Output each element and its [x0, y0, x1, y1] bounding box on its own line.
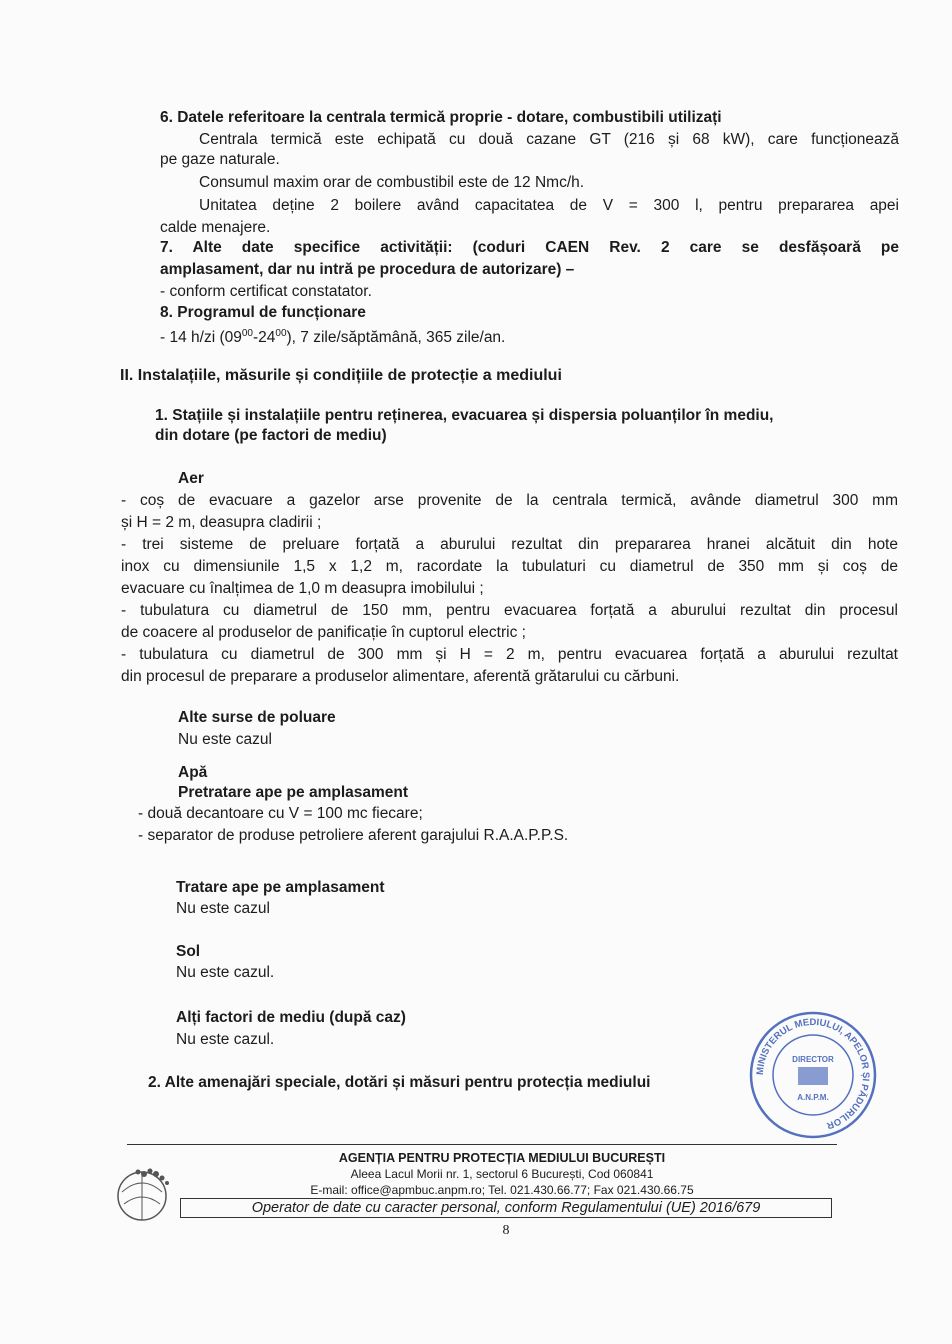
- section-8-heading: 8. Programul de funcționare: [160, 304, 366, 321]
- page-number: 8: [502, 1223, 510, 1238]
- s6-line-3a: Unitatea deține 2 boilere având capacitatea de V = 300 l, pentru prepararea apei: [199, 197, 899, 214]
- sol-heading: Sol: [176, 943, 201, 960]
- alte-surse-text: Nu este cazul: [178, 731, 272, 748]
- stamp-ring-text: MINISTERUL MEDIULUI, APELOR ȘI PĂDURILOR: [754, 1016, 872, 1131]
- tratare-text: Nu este cazul: [176, 900, 270, 917]
- sol-text: Nu este cazul.: [176, 964, 275, 981]
- s8-post: ), 7 zile/săptămână, 365 zile/an.: [286, 329, 506, 347]
- section-II-heading: II. Instalațiile, măsurile și condițiile de protecție a mediului: [120, 367, 562, 384]
- s8-schedule-line: [160, 324, 505, 347]
- apa-heading: Apă: [178, 764, 208, 781]
- s6-line-2: Consumul maxim orar de combustibil este de 12 Nmc/h.: [199, 174, 585, 191]
- s8-sup1: 00: [241, 328, 253, 339]
- aer-line-4: inox cu dimensiunile 1,5 x 1,2 m, racordate la tubulaturi cu diametrul de 350 mm și coș de: [121, 558, 898, 575]
- apa-item-1: - două decantoare cu V = 100 mc fiecare;: [138, 805, 423, 822]
- aer-line-1: - coș de evacuare a gazelor arse provenite de la centrala termică, avânde diametrul 300 mm: [121, 492, 898, 509]
- aer-line-3: - trei sisteme de preluare forțată a aburului rezultat din prepararea hranei alcătuit din hote: [121, 536, 898, 553]
- agency-logo-graphic: [112, 1162, 176, 1224]
- apa-item-2: - separator de produse petroliere aferent garajului R.A.A.P.P.S.: [138, 827, 569, 844]
- section-6-heading: 6. Datele referitoare la centrala termică proprie - dotare, combustibili utilizați: [160, 109, 722, 126]
- stamp-inner-right: A.N.P.M.: [797, 1093, 829, 1102]
- s8-pre: - 14 h/zi (09: [160, 329, 242, 347]
- stamp-emblem: [798, 1067, 828, 1085]
- footer-contact: E-mail: office@apmbuc.anpm.ro; Tel. 021.430.66.77; Fax 021.430.66.75: [310, 1183, 694, 1197]
- aer-line-8: - tubulatura cu diametrul de 300 mm și H = 2 m, pentru evacuarea forțată a aburului rezultat: [121, 646, 898, 663]
- s8-mid: -24: [252, 329, 276, 347]
- section-7-heading-b: amplasament, dar nu intră pe procedura de autorizare) –: [160, 261, 575, 278]
- s7-line: - conform certificat constatator.: [160, 283, 372, 300]
- s6-line-3b: calde menajere.: [160, 219, 271, 236]
- aer-line-2: și H = 2 m, deasupra cladirii ;: [121, 514, 322, 531]
- alte-surse-heading: Alte surse de poluare: [178, 709, 336, 726]
- footer-address: Aleea Lacul Morii nr. 1, sectorul 6 București, Cod 060841: [350, 1167, 654, 1181]
- section-II-sub1-a: 1. Stațiile și instalațiile pentru reținerea, evacuarea și dispersia poluanților în mediu,: [155, 407, 774, 424]
- footer-agency: AGENȚIA PENTRU PROTECȚIA MEDIULUI BUCUREȘTI: [338, 1151, 666, 1165]
- aer-heading: Aer: [178, 470, 204, 487]
- s8-sup2: 00: [275, 328, 287, 339]
- section-7-heading-a: 7. Alte date specifice activității: (coduri CAEN Rev. 2 care se desfășoară pe: [160, 239, 899, 256]
- aer-line-6: - tubulatura cu diametrul de 150 mm, pentru evacuarea forțată a aburului rezultat din procesul: [121, 602, 898, 619]
- aer-line-9: din procesul de preparare a produselor alimentare, aferentă grătarului cu cărbuni.: [121, 668, 680, 685]
- s6-line-1b: pe gaze naturale.: [160, 151, 280, 168]
- footer-rule: [127, 1144, 837, 1145]
- official-stamp: [748, 1010, 878, 1140]
- section-II-sub1-b: din dotare (pe factori de mediu): [155, 427, 387, 444]
- stamp-inner-left: DIRECTOR: [792, 1055, 834, 1064]
- agency-logo: [112, 1162, 176, 1224]
- apa-sub: Pretratare ape pe amplasament: [178, 784, 409, 801]
- alti-factori-text: Nu este cazul.: [176, 1031, 275, 1048]
- stamp-graphic: [748, 1010, 878, 1140]
- section-2-heading: 2. Alte amenajări speciale, dotări și măsuri pentru protecția mediului: [148, 1074, 651, 1091]
- aer-line-7: de coacere al produselor de panificație în cuptorul electric ;: [121, 624, 526, 641]
- aer-line-5: evacuare cu înalțimea de 1,0 m deasupra imobilului ;: [121, 580, 484, 597]
- footer-operator: Operator de date cu caracter personal, conform Regulamentului (UE) 2016/679: [180, 1198, 832, 1218]
- s6-line-1a: Centrala termică este echipată cu două cazane GT (216 și 68 kW), care funcționează: [199, 131, 899, 148]
- alti-factori-heading: Alți factori de mediu (după caz): [176, 1009, 406, 1026]
- tratare-heading: Tratare ape pe amplasament: [176, 879, 385, 896]
